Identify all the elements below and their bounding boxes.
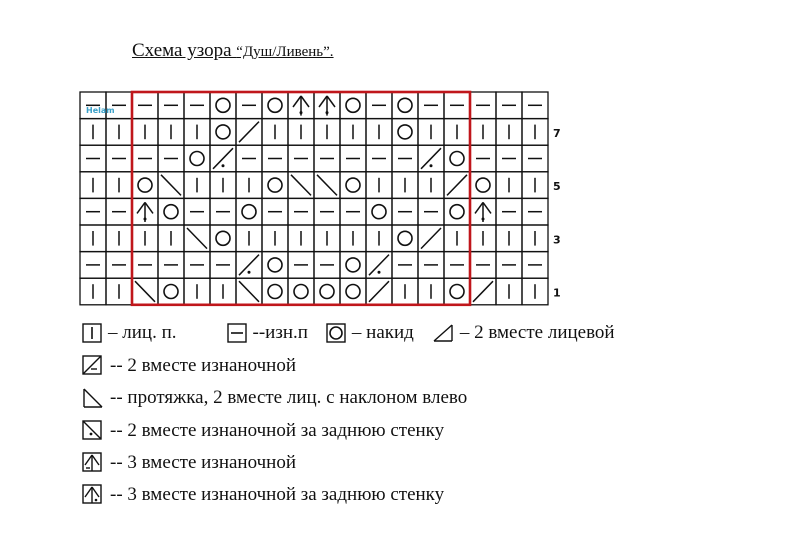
chart-cell-p: [158, 252, 184, 279]
chart-cell-k: [366, 119, 392, 146]
p2tog-tbl-icon: [82, 420, 104, 442]
chart-cell-o: [210, 119, 236, 146]
chart-cell-o: [236, 198, 262, 225]
chart-cell-p: [158, 92, 184, 119]
chart-cell-t3: [470, 198, 496, 225]
chart-cell-p2tbl: [366, 252, 392, 279]
chart-cell-p: [80, 252, 106, 279]
chart-cell-p: [418, 92, 444, 119]
chart-cell-o: [444, 145, 470, 172]
p2tog-icon: [82, 355, 104, 377]
chart-cell-k: [522, 172, 548, 199]
chart-cell-k: [80, 172, 106, 199]
chart-cell-p: [288, 198, 314, 225]
chart-cell-p: [80, 198, 106, 225]
p3tog-icon: [82, 452, 104, 474]
chart-cell-k: [184, 119, 210, 146]
chart-cell-p: [366, 92, 392, 119]
chart-cell-k: [80, 225, 106, 252]
chart-cell-p: [496, 198, 522, 225]
chart-cell-o: [470, 172, 496, 199]
chart-cell-t3: [132, 198, 158, 225]
chart-cell-p: [522, 252, 548, 279]
row-number-label: 5: [553, 180, 561, 194]
chart-cell-p: [470, 252, 496, 279]
chart-cell-k: [314, 225, 340, 252]
chart-cell-o: [210, 92, 236, 119]
chart-cell-k: [132, 225, 158, 252]
chart-cell-k: [366, 172, 392, 199]
chart-cell-o: [366, 198, 392, 225]
chart-cell-k: [158, 225, 184, 252]
chart-cell-o: [340, 278, 366, 305]
row-number-label: 3: [553, 233, 561, 247]
chart-cell-o: [340, 252, 366, 279]
chart-cell-p: [210, 198, 236, 225]
chart-cell-p: [470, 145, 496, 172]
chart-cell-o: [392, 119, 418, 146]
chart-cell-k: [262, 119, 288, 146]
chart-cell-p: [132, 92, 158, 119]
chart-cell-o: [314, 278, 340, 305]
chart-cell-k2: [470, 278, 496, 305]
p3tog-tbl-icon: [82, 484, 104, 506]
chart-cell-k: [288, 119, 314, 146]
chart-cell-k2: [366, 278, 392, 305]
chart-cell-p: [288, 145, 314, 172]
row-number-label: 1: [553, 286, 561, 300]
chart-cell-o: [184, 145, 210, 172]
chart-cell-k: [418, 172, 444, 199]
chart-cell-o: [288, 278, 314, 305]
chart-cell-k2: [236, 119, 262, 146]
chart-cell-p: [314, 145, 340, 172]
chart-cell-k: [262, 225, 288, 252]
chart-cell-p: [496, 92, 522, 119]
legend-row-6: [82, 484, 444, 506]
chart-cell-p: [418, 252, 444, 279]
legend-ssk-label: -- протяжка, 2 вместе лиц. с наклоном влево: [110, 387, 468, 408]
chart-cell-k: [158, 119, 184, 146]
chart-cell-p: [340, 145, 366, 172]
chart-cell-k: [392, 278, 418, 305]
legend-row-1: [82, 322, 615, 344]
chart-cell-k2: [418, 225, 444, 252]
chart-cell-k2: [444, 172, 470, 199]
chart-cell-k: [444, 225, 470, 252]
legend-yo-label: – накид: [351, 322, 414, 343]
chart-cell-p: [314, 252, 340, 279]
knit-stitch-icon: [82, 323, 102, 343]
chart-cell-k: [80, 119, 106, 146]
chart-cell-p: [106, 145, 132, 172]
legend-row-2: [82, 355, 296, 377]
chart-cell-o: [132, 172, 158, 199]
chart-cell-o: [158, 198, 184, 225]
chart-cell-k: [288, 225, 314, 252]
chart-cell-p: [158, 145, 184, 172]
chart-cell-k: [106, 278, 132, 305]
legend-row-3: [82, 387, 467, 409]
chart-cell-k: [470, 119, 496, 146]
chart-cell-k: [496, 278, 522, 305]
chart-cell-o: [340, 92, 366, 119]
chart-cell-o: [262, 252, 288, 279]
legend-row-4: [82, 420, 444, 442]
chart-cell-p: [236, 92, 262, 119]
chart-cell-t3: [314, 92, 340, 119]
legend-p2tog-tbl-label: -- 2 вместе изнаночной за заднюю стенку: [110, 420, 445, 441]
chart-cell-p2tbl: [210, 145, 236, 172]
chart-cell-p: [262, 145, 288, 172]
chart-cell-p: [418, 198, 444, 225]
chart-cell-ssk: [314, 172, 340, 199]
chart-cell-p: [444, 252, 470, 279]
chart-cell-p: [496, 252, 522, 279]
chart-cell-k: [236, 172, 262, 199]
chart-cell-k: [106, 225, 132, 252]
chart-cell-o: [444, 198, 470, 225]
chart-cell-k: [366, 225, 392, 252]
chart-cell-p2tbl: [418, 145, 444, 172]
chart-cell-k: [184, 172, 210, 199]
chart-cell-o: [392, 92, 418, 119]
chart-cell-p: [392, 252, 418, 279]
chart-cell-o: [262, 172, 288, 199]
chart-cell-p: [444, 92, 470, 119]
legend-p2tog-label: -- 2 вместе изнаночной: [110, 355, 296, 376]
chart-cell-k: [418, 278, 444, 305]
legend-knit-label: – лиц. п.: [108, 322, 177, 343]
chart-cell-p: [132, 252, 158, 279]
chart-cell-k: [106, 119, 132, 146]
chart-cell-t3: [288, 92, 314, 119]
chart-cell-k: [496, 225, 522, 252]
chart-cell-o: [210, 225, 236, 252]
yarn-over-icon: [326, 323, 346, 343]
chart-cell-k: [340, 119, 366, 146]
legend-k2tog-label: – 2 вместе лицевой: [459, 322, 615, 343]
legend-p3tog-tbl-label: -- 3 вместе изнаночной за заднюю стенку: [110, 484, 445, 505]
chart-cell-o: [262, 278, 288, 305]
legend-row-5: [82, 452, 296, 474]
chart-cell-ssk: [288, 172, 314, 199]
row-number-label: 7: [553, 126, 561, 140]
chart-cell-ssk: [236, 278, 262, 305]
chart-title-main: Схема узора: [132, 40, 237, 61]
chart-cell-k: [522, 225, 548, 252]
chart-cell-p: [522, 145, 548, 172]
chart-cell-k: [496, 119, 522, 146]
chart-cell-o: [340, 172, 366, 199]
chart-cell-p: [340, 198, 366, 225]
chart-cell-o: [444, 278, 470, 305]
chart-cell-p: [184, 198, 210, 225]
chart-cell-p: [470, 92, 496, 119]
chart-cell-p: [210, 252, 236, 279]
chart-cell-p: [522, 92, 548, 119]
chart-cell-k: [470, 225, 496, 252]
chart-cell-p: [184, 252, 210, 279]
chart-cell-k: [522, 278, 548, 305]
chart-cell-p: [80, 145, 106, 172]
chart-cell-ssk: [158, 172, 184, 199]
chart-cell-ssk: [184, 225, 210, 252]
chart-cell-p: [288, 252, 314, 279]
chart-cell-p: [496, 145, 522, 172]
watermark: Helam: [86, 106, 115, 115]
chart-title-name: “Душ/Ливень”.: [236, 44, 334, 60]
chart-cell-p: [106, 252, 132, 279]
chart-cell-k: [80, 278, 106, 305]
legend-purl-label: --изн.п: [252, 322, 308, 343]
chart-cell-k: [496, 172, 522, 199]
chart-cell-o: [262, 92, 288, 119]
chart-cell-k: [106, 172, 132, 199]
chart-cell-p: [314, 198, 340, 225]
k2tog-icon: [432, 323, 454, 343]
chart-cell-p: [392, 198, 418, 225]
chart-cell-k: [522, 119, 548, 146]
chart-cell-p: [106, 198, 132, 225]
chart-cell-ssk: [132, 278, 158, 305]
ssk-icon: [82, 387, 104, 409]
chart-cell-p: [132, 145, 158, 172]
chart-cell-p: [262, 198, 288, 225]
chart-cell-o: [158, 278, 184, 305]
chart-cell-k: [444, 119, 470, 146]
chart-cell-k: [210, 172, 236, 199]
chart-cell-p2tbl: [236, 252, 262, 279]
chart-cell-p: [366, 145, 392, 172]
chart-cell-p: [184, 92, 210, 119]
chart-cell-k: [210, 278, 236, 305]
chart-cell-o: [392, 225, 418, 252]
chart-cell-k: [236, 225, 262, 252]
legend-p3tog-label: -- 3 вместе изнаночной: [110, 452, 296, 473]
chart-cell-k: [132, 119, 158, 146]
chart-cell-p: [392, 145, 418, 172]
chart-cell-k: [418, 119, 444, 146]
chart-cell-k: [314, 119, 340, 146]
chart-cell-p: [236, 145, 262, 172]
chart-cell-k: [340, 225, 366, 252]
chart-cell-k: [184, 278, 210, 305]
chart-cell-k: [392, 172, 418, 199]
chart-cell-p: [522, 198, 548, 225]
purl-stitch-icon: [227, 323, 247, 343]
